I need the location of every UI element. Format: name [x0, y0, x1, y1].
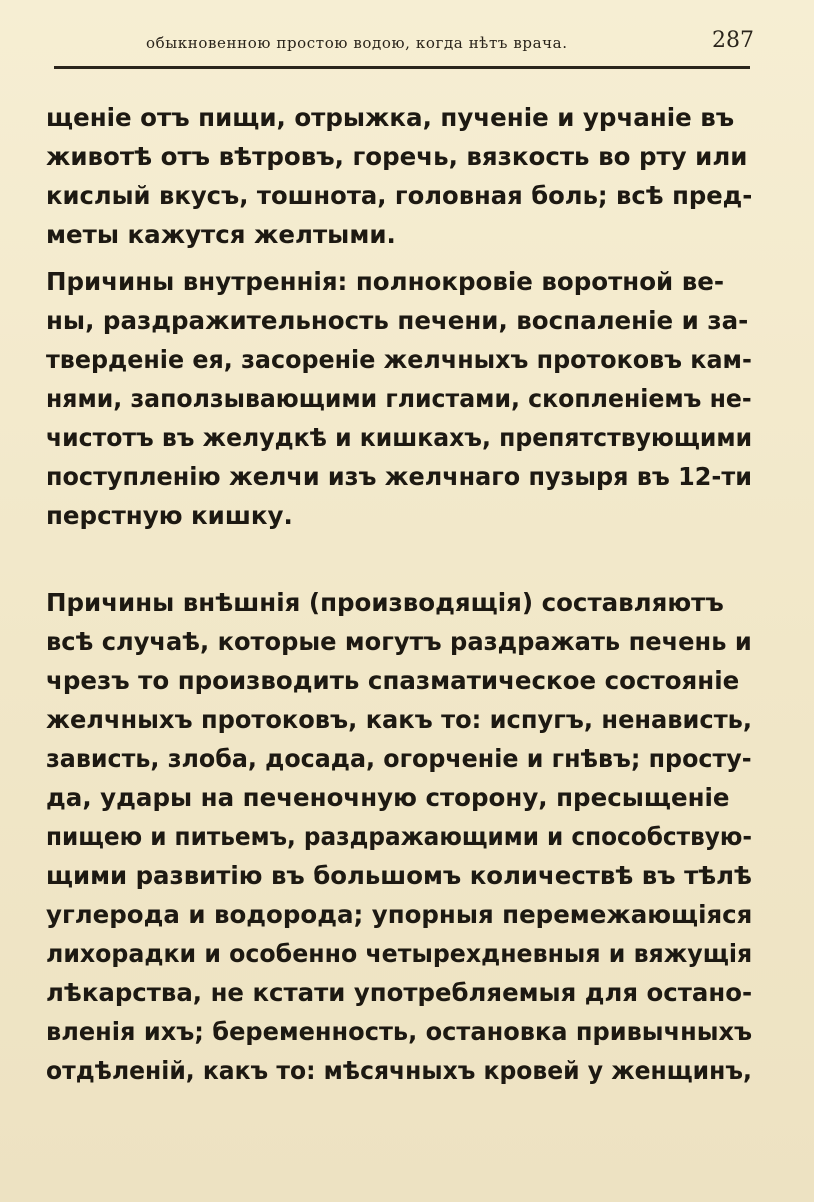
text-line: поступленію желчи изъ желчнаго пузыря въ 12-ти	[46, 462, 752, 491]
text-line: чрезъ то производить спазматическое состояніе	[46, 666, 740, 695]
page-header	[54, 24, 754, 64]
text-line: зависть, злоба, досада, огорченіе и гнѣвъ; просту-	[46, 744, 752, 773]
text-line: меты кажутся желтыми.	[46, 220, 396, 249]
text-line: тверденіе ея, засореніе желчныхъ протоковъ кам-	[46, 345, 752, 374]
text-line: да, удары на печеночную сторону, пресыщеніе	[46, 783, 730, 812]
text-line: ны, раздражительность печени, воспаленіе и за-	[46, 306, 749, 335]
text-line: всѣ случаѣ, которые могутъ раздражать печень и	[46, 627, 752, 656]
page-number: 287	[712, 28, 754, 53]
text-line: щеніе отъ пищи, отрыжка, пученіе и урчаніе въ	[46, 103, 735, 132]
text-line: нями, заползывающими глистами, скопленіемъ не-	[46, 384, 752, 413]
text-line: чистотъ въ желудкѣ и кишкахъ, препятствующими	[46, 423, 752, 452]
text-line: щими развитію въ большомъ количествѣ въ тѣлѣ	[46, 861, 752, 890]
text-line: перстную кишку.	[46, 501, 293, 530]
paragraph	[46, 98, 752, 254]
running-head: обыкновенною простою водою, когда нѣтъ врача.	[146, 34, 568, 52]
paragraph	[46, 262, 752, 535]
text-line: животѣ отъ вѣтровъ, горечь, вязкость во рту или	[46, 142, 748, 171]
text-line: лихорадки и особенно четырехдневныя и вяжущія	[46, 939, 752, 968]
text-line: лѣкарства, не кстати употребляемыя для остано-	[46, 978, 753, 1007]
text-line: отдѣленій, какъ то: мѣсячныхъ кровей у женщинъ,	[46, 1056, 752, 1085]
text-line: Причины внутреннія: полнокровіе воротной ве-	[46, 267, 725, 296]
text-line: вленія ихъ; беременность, остановка привычныхъ	[46, 1017, 752, 1046]
text-line: желчныхъ протоковъ, какъ то: испугъ, ненависть,	[46, 705, 753, 734]
header-rule	[54, 66, 750, 69]
text-line: углерода и водорода; упорныя перемежающіяся	[46, 900, 753, 929]
text-line: кислый вкусъ, тошнота, головная боль; всѣ пред-	[46, 181, 753, 210]
text-line: Причины внѣшнія (производящія) составляютъ	[46, 588, 724, 617]
paragraph	[46, 583, 752, 1090]
body-text	[46, 98, 752, 1090]
text-line: пищею и питьемъ, раздражающими и способствую-	[46, 822, 753, 851]
